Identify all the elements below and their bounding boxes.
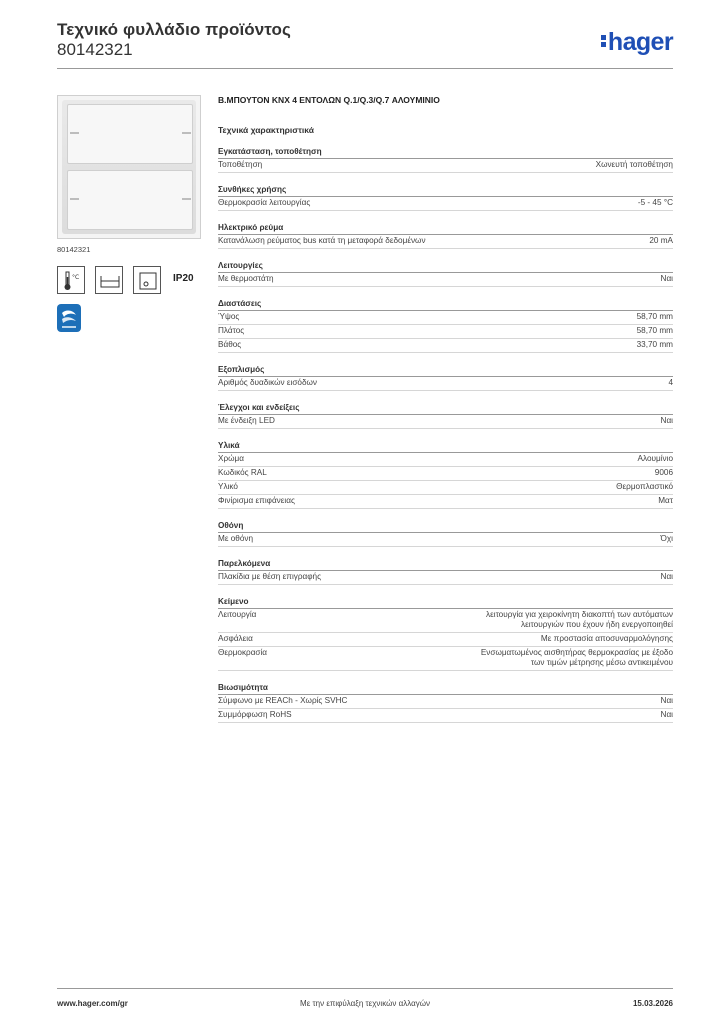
spec-row	[218, 467, 673, 481]
spec-row	[218, 339, 673, 353]
spec-row	[218, 453, 673, 467]
spec-key: Θερμοκρασία λειτουργίας	[218, 198, 311, 207]
spec-key: Βάθος	[218, 340, 242, 349]
temperature-icon	[57, 266, 85, 294]
section-label: Τεχνικά χαρακτηριστικά	[218, 125, 314, 135]
spec-value: -5 - 45 °C	[637, 198, 673, 207]
spec-group	[218, 185, 673, 211]
spec-value: 9006	[654, 468, 673, 477]
image-caption: 80142321	[57, 245, 91, 254]
spec-key: Με οθόνη	[218, 534, 254, 543]
led-indicator	[70, 132, 79, 134]
spec-row	[218, 415, 673, 429]
spec-key: Λειτουργία	[218, 610, 257, 619]
spec-value: Αλουμίνιο	[637, 454, 673, 463]
spec-group	[218, 559, 673, 585]
spec-group	[218, 261, 673, 287]
spec-row	[218, 311, 673, 325]
spec-group	[218, 147, 673, 173]
spec-key: Αριθμός δυαδικών εισόδων	[218, 378, 318, 387]
rocker-bottom	[67, 170, 193, 230]
spec-row	[218, 633, 673, 647]
spec-group	[218, 299, 673, 353]
spec-row	[218, 495, 673, 509]
logo-text: hager	[607, 28, 673, 56]
spec-group-title: Εξοπλισμός	[218, 365, 673, 377]
led-indicator	[182, 132, 191, 134]
spec-row	[218, 695, 673, 709]
spec-group-title: Διαστάσεις	[218, 299, 673, 311]
svg-text:°C: °C	[72, 274, 80, 281]
spec-value: 20 mA	[649, 236, 673, 245]
product-sidebar	[57, 95, 203, 332]
spec-key: Φινίρισμα επιφάνειας	[218, 496, 295, 505]
spec-row	[218, 377, 673, 391]
spec-key: Σύμφωνο με REACh - Χωρίς SVHC	[218, 696, 348, 705]
spec-row	[218, 709, 673, 723]
spec-value: 58,70 mm	[636, 312, 673, 321]
spec-row	[218, 481, 673, 495]
spec-value: Ναι	[660, 274, 673, 283]
document-title: Τεχνικό φυλλάδιο προϊόντος	[57, 20, 291, 39]
product-code: 80142321	[57, 40, 133, 59]
hager-logo[interactable]	[601, 28, 673, 57]
spec-row	[218, 533, 673, 547]
spec-value: 4	[668, 378, 673, 387]
spec-groups	[218, 147, 673, 723]
feature-icons	[57, 266, 203, 294]
spec-key: Ασφάλεια	[218, 634, 253, 643]
spec-group-title: Συνθήκες χρήσης	[218, 185, 673, 197]
spec-group-title: Οθόνη	[218, 521, 673, 533]
installation-box-icon	[133, 266, 161, 294]
spec-row	[218, 197, 673, 211]
spec-group-title: Υλικά	[218, 441, 673, 453]
spec-group	[218, 441, 673, 509]
certification-badge-icon	[57, 304, 81, 332]
spec-group	[218, 223, 673, 249]
page-header	[57, 20, 673, 70]
spec-key: Με θερμοστάτη	[218, 274, 274, 283]
spec-group-title: Έλεγχοι και ενδείξεις	[218, 403, 673, 415]
spec-key: Κωδικός RAL	[218, 468, 267, 477]
spec-key: Τοποθέτηση	[218, 160, 263, 169]
header-divider	[57, 68, 673, 69]
spec-group	[218, 683, 673, 723]
footer-date: 15.03.2026	[632, 999, 673, 1008]
spec-key: Θερμοκρασία	[218, 648, 268, 657]
ip-rating: IP20	[173, 273, 194, 284]
led-indicator	[70, 198, 79, 200]
specifications	[218, 95, 673, 723]
spec-value: Χωνευτή τοποθέτηση	[595, 160, 673, 169]
spec-key: Πλάτος	[218, 326, 245, 335]
spec-row	[218, 647, 673, 671]
rocker-top	[67, 104, 193, 164]
spec-value: Ναι	[660, 572, 673, 581]
spec-value: Ενσωματωμένος αισθητήρας θερμοκρασίας με έξοδο των τιμών μέτρησης μέσω αντικειμένου	[480, 648, 673, 667]
spec-group-title: Κείμενο	[218, 597, 673, 609]
spec-value: Ναι	[660, 696, 673, 705]
logo-dots-icon	[601, 33, 607, 49]
spec-key: Πλακίδια με θέση επιγραφής	[218, 572, 322, 581]
spec-row	[218, 609, 673, 633]
spec-key: Χρώμα	[218, 454, 244, 463]
product-title: Β.ΜΠΟΥΤΟΝ KNX 4 ΕΝΤΟΛΩΝ Q.1/Q.3/Q.7 ΑΛΟΥΜΙΝΙΟ	[218, 95, 440, 105]
spec-row	[218, 325, 673, 339]
spec-value: Ματ	[658, 496, 673, 505]
spec-value: 58,70 mm	[636, 326, 673, 335]
spec-group-title: Εγκατάσταση, τοποθέτηση	[218, 147, 673, 159]
page-footer	[57, 988, 673, 1008]
spec-group	[218, 403, 673, 429]
spec-value: Θερμοπλαστικό	[616, 482, 673, 491]
spec-key: Ύψος	[218, 312, 240, 321]
spec-row	[218, 571, 673, 585]
spec-value: 33,70 mm	[636, 340, 673, 349]
spec-value: Ναι	[660, 710, 673, 719]
spec-value: Όχι	[660, 534, 673, 543]
spec-group	[218, 521, 673, 547]
spec-group-title: Βιωσιμότητα	[218, 683, 673, 695]
spec-key: Κατανάλωση ρεύματος bus κατά τη μεταφορά δεδομένων	[218, 236, 426, 245]
spec-value: λειτουργία για χειροκίνητη διακοπτή των αυτόματων λειτουργιών που έχουν ήδη ενεργοποιηθεί	[486, 610, 673, 629]
spec-value: Ναι	[660, 416, 673, 425]
spec-group-title: Ηλεκτρικό ρεύμα	[218, 223, 673, 235]
spec-row	[218, 273, 673, 287]
spec-group-title: Λειτουργίες	[218, 261, 673, 273]
spec-key: Συμμόρφωση RoHS	[218, 710, 292, 719]
spec-group	[218, 365, 673, 391]
spec-key: Με ένδειξη LED	[218, 416, 275, 425]
spec-group	[218, 597, 673, 671]
spec-key: Υλικό	[218, 482, 238, 491]
spec-group-title: Παρελκόμενα	[218, 559, 673, 571]
led-indicator	[182, 198, 191, 200]
product-image	[57, 95, 201, 239]
flush-mount-icon	[95, 266, 123, 294]
footer-note: Με την επιφύλαξη τεχνικών αλλαγών	[300, 999, 430, 1008]
spec-row	[218, 159, 673, 173]
footer-site-link[interactable]: www.hager.com/gr	[57, 999, 128, 1008]
spec-row	[218, 235, 673, 249]
spec-value: Με προστασία αποσυναρμολόγησης	[540, 634, 673, 643]
